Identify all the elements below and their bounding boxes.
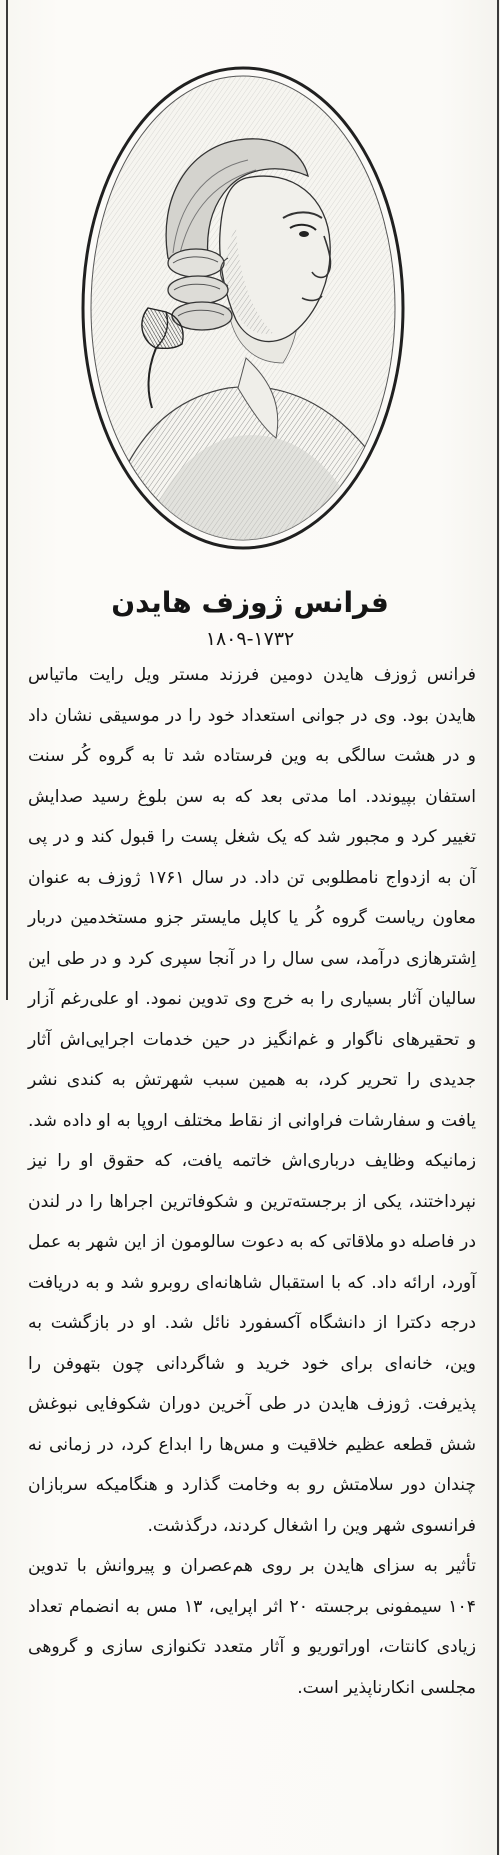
- portrait-engraving: [78, 58, 408, 558]
- composer-name: فرانس ژوزف هایدن: [111, 586, 389, 619]
- biography-paragraph-2: تأثیر به سزای هایدن بر روی هم‌عصران و پیروانش با تدوین ۱۰۴ سیمفونی برجسته ۲۰ اثر اپرایی، ۱۳ مس به انضمام تعداد زیادی کانتات، اوراتوریو و آثار متعدد تکنوازی سازی و گروهی مجلسی انکارناپذیر است.: [28, 1556, 476, 1698]
- portrait: [78, 58, 408, 558]
- biography-paragraph-1: فرانس ژوزف هایدن دومین فرزند مستر ویل رایت ماتیاس هایدن بود. وی در جوانی استعداد خود را در موسیقی نشان داد و در هشت سالگی به وین فرستاده شد تا به گروه کُر سنت استفان بپیوندد. اما مدتی بعد که به سن بلوغ رسید صدایش تغییر کرد و مجبور شد که یک شغل پست را قبول کند و در پی آن به ازدواج نامطلوبی تن داد. در سال ۱۷۶۱ ژوزف به عنوان معاون ریاست گروه کُر یا کاپل مایستر جزو مستخدمین دربار اِشترهازی درآمد، سی سال را در آنجا سپری کرد و در طی این سالیان آثار بسیاری را به خرج وی تدوین نمود. او علی‌رغم آزار و تحقیرهای ناگوار و غم‌انگیز در حین خدمات اجرایی‌اش آثار جدیدی را تحریر کرد، به همین سبب شهرتش به کندی نشر یافت و سفارشات فراوانی از نقاط مختلف اروپا به او داده شد. زمانیکه وظایف درباری‌اش خاتمه یافت، که حقوق او را نیز نپرداختند، یکی از برجسته‌ترین و شکوفاترین اجراها را در لندن در فاصله دو ملاقاتی که به دعوت سالومون از این شهر به عمل آورد، ارائه داد. که با استقبال شاهانه‌ای روبرو شد و به دریافت درجه دکترا از دانشگاه آکسفورد نائل شد. او در بازگشت به وین، خانه‌ای برای خود خرید و شاگردانی چون بتهوفن را پذیرفت. ژوزف هایدن در طی آخرین دوران شکوفایی نبوغش شش قطعه عظیم خلاقیت و مس‌ها را ابداع کرد، در زمانی نه چندان دور سلامتش رو به وخامت گذارد و هنگامیکه سربازان فرانسوی شهر وین را اشغال کردند، درگذشت.: [28, 665, 477, 1536]
- page-edge-rule-right: [497, 0, 499, 1855]
- article-header: [0, 585, 500, 651]
- life-dates: ۱۸۰۹-۱۷۳۲: [205, 628, 295, 650]
- page-edge-rule-left: [6, 0, 8, 1000]
- biography-text: [28, 655, 476, 1708]
